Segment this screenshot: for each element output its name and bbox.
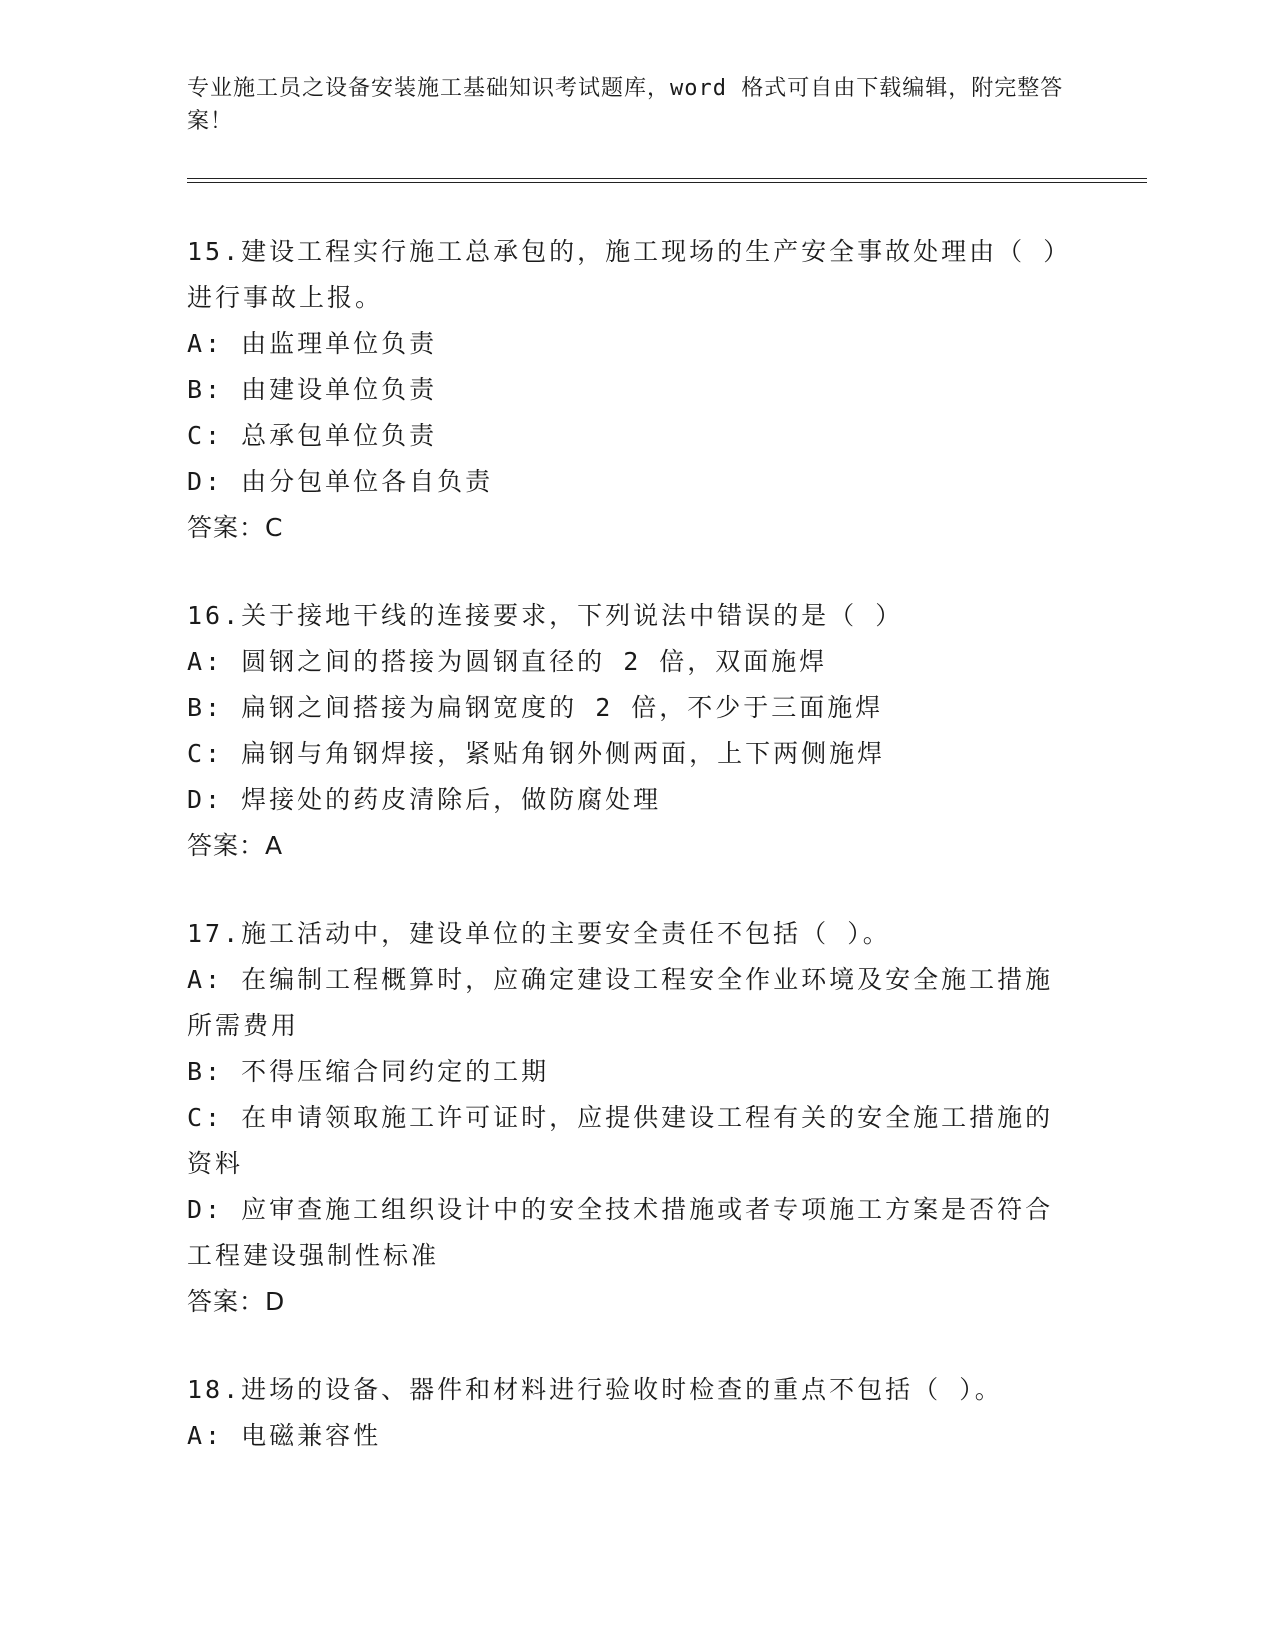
- answer-value: A: [265, 831, 284, 860]
- question-17: [187, 911, 1077, 1325]
- option-d: D: 焊接处的药皮清除后，做防腐处理: [187, 785, 662, 814]
- document-header: 专业施工员之设备安装施工基础知识考试题库，word 格式可自由下载编辑，附完整答案！: [187, 76, 1064, 134]
- option-d: D: 由分包单位各自负责: [187, 467, 494, 496]
- header-divider: [187, 178, 1147, 179]
- question-text: 15.建设工程实行施工总承包的，施工现场的生产安全事故处理由（ ）进行事故上报。: [187, 237, 1072, 312]
- answer-line: [187, 823, 1077, 869]
- option-b: B: 由建设单位负责: [187, 375, 438, 404]
- question-15: [187, 229, 1077, 551]
- header-divider-secondary: [187, 182, 1147, 183]
- answer-value: C: [265, 513, 284, 542]
- answer-label: 答案：: [187, 513, 266, 542]
- question-text: 16.关于接地干线的连接要求，下列说法中错误的是（ ）: [187, 601, 904, 630]
- question-16: [187, 593, 1077, 869]
- option-a: A: 在编制工程概算时，应确定建设工程安全作业环境及安全施工措施所需费用: [187, 965, 1054, 1040]
- option-a: A: 圆钢之间的搭接为圆钢直径的 2 倍，双面施焊: [187, 647, 828, 676]
- answer-line: [187, 1279, 1077, 1325]
- option-b: B: 扁钢之间搭接为扁钢宽度的 2 倍，不少于三面施焊: [187, 693, 884, 722]
- answer-value: D: [265, 1287, 286, 1316]
- question-text: 17.施工活动中，建设单位的主要安全责任不包括（ ）。: [187, 919, 891, 948]
- answer-label: 答案：: [187, 831, 266, 860]
- option-a: A: 电磁兼容性: [187, 1421, 382, 1450]
- option-c: C: 扁钢与角钢焊接，紧贴角钢外侧两面，上下两侧施焊: [187, 739, 886, 768]
- answer-label: 答案：: [187, 1287, 266, 1316]
- option-b: B: 不得压缩合同约定的工期: [187, 1057, 550, 1086]
- answer-line: [187, 505, 1077, 551]
- option-a: A: 由监理单位负责: [187, 329, 438, 358]
- option-d: D: 应审查施工组织设计中的安全技术措施或者专项施工方案是否符合工程建设强制性标准: [187, 1195, 1054, 1270]
- option-c: C: 总承包单位负责: [187, 421, 438, 450]
- question-18: [187, 1367, 1077, 1459]
- question-text: 18.进场的设备、器件和材料进行验收时检查的重点不包括（ ）。: [187, 1375, 1003, 1404]
- option-c: C: 在申请领取施工许可证时，应提供建设工程有关的安全施工措施的资料: [187, 1103, 1054, 1178]
- question-list: [187, 229, 1077, 1501]
